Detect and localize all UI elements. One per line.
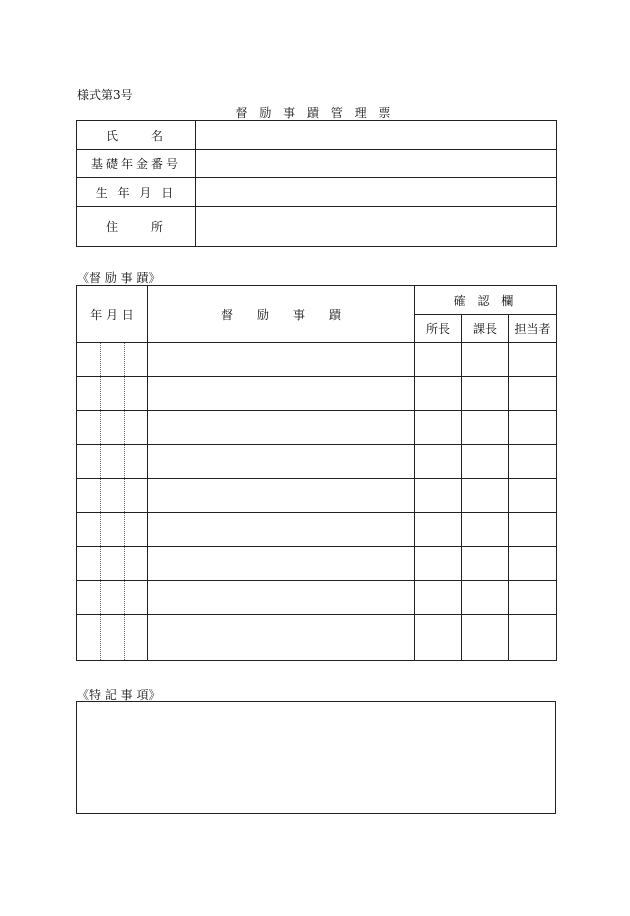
record-content-cell[interactable] <box>148 547 415 581</box>
staff-check-cell[interactable] <box>509 513 557 547</box>
date-header: 年 月 日 <box>77 286 148 343</box>
birth-date-field[interactable] <box>196 178 557 207</box>
staff-check-cell[interactable] <box>509 445 557 479</box>
personal-info-table <box>76 120 557 247</box>
record-date-cell[interactable] <box>77 547 148 581</box>
record-content-cell[interactable] <box>148 513 415 547</box>
birth-date-label: 生 年 月 日 <box>77 178 196 207</box>
record-date-cell[interactable] <box>77 479 148 513</box>
record-date-cell[interactable] <box>77 343 148 377</box>
approver-header-manager: 課長 <box>462 315 509 343</box>
record-row <box>77 411 557 445</box>
record-date-cell[interactable] <box>77 411 148 445</box>
manager-check-cell[interactable] <box>462 445 509 479</box>
approver-header-staff: 担当者 <box>509 315 557 343</box>
manager-check-cell[interactable] <box>462 411 509 445</box>
date-divider <box>124 547 125 580</box>
approver-header-director: 所長 <box>415 315 462 343</box>
date-divider <box>124 343 125 376</box>
record-row <box>77 377 557 411</box>
manager-check-cell[interactable] <box>462 377 509 411</box>
date-divider <box>124 377 125 410</box>
record-row <box>77 547 557 581</box>
staff-check-cell[interactable] <box>509 377 557 411</box>
record-row <box>77 581 557 615</box>
date-divider <box>100 411 101 444</box>
director-check-cell[interactable] <box>415 377 462 411</box>
date-divider <box>100 445 101 478</box>
record-content-cell[interactable] <box>148 445 415 479</box>
address-label: 住 所 <box>77 207 196 247</box>
record-content-cell[interactable] <box>148 479 415 513</box>
record-rows <box>77 343 557 661</box>
confirmation-header: 確 認 欄 <box>415 286 557 315</box>
staff-check-cell[interactable] <box>509 411 557 445</box>
record-row <box>77 615 557 661</box>
manager-check-cell[interactable] <box>462 615 509 661</box>
date-divider <box>100 615 101 660</box>
date-divider <box>124 479 125 512</box>
form-number: 様式第3号 <box>77 88 133 102</box>
manager-check-cell[interactable] <box>462 479 509 513</box>
record-content-cell[interactable] <box>148 581 415 615</box>
manager-check-cell[interactable] <box>462 547 509 581</box>
record-content-cell[interactable] <box>148 615 415 661</box>
staff-check-cell[interactable] <box>509 615 557 661</box>
staff-check-cell[interactable] <box>509 547 557 581</box>
staff-check-cell[interactable] <box>509 479 557 513</box>
director-check-cell[interactable] <box>415 513 462 547</box>
date-divider <box>124 615 125 660</box>
date-divider <box>124 581 125 614</box>
address-field[interactable] <box>196 207 557 247</box>
date-divider <box>100 513 101 546</box>
date-divider <box>100 377 101 410</box>
records-table <box>76 285 557 661</box>
director-check-cell[interactable] <box>415 479 462 513</box>
notes-box[interactable] <box>76 701 556 814</box>
date-divider <box>124 411 125 444</box>
manager-check-cell[interactable] <box>462 343 509 377</box>
record-content-cell[interactable] <box>148 377 415 411</box>
record-content-cell[interactable] <box>148 343 415 377</box>
date-divider <box>124 513 125 546</box>
record-row <box>77 343 557 377</box>
record-row <box>77 445 557 479</box>
content-header: 督 励 事 蹟 <box>148 286 415 343</box>
record-content-cell[interactable] <box>148 411 415 445</box>
record-date-cell[interactable] <box>77 377 148 411</box>
staff-check-cell[interactable] <box>509 343 557 377</box>
manager-check-cell[interactable] <box>462 581 509 615</box>
notes-section-label: 《特 記 事 項》 <box>77 688 161 702</box>
staff-check-cell[interactable] <box>509 581 557 615</box>
record-row <box>77 479 557 513</box>
record-date-cell[interactable] <box>77 445 148 479</box>
records-section-label: 《督 励 事 蹟》 <box>77 271 161 285</box>
director-check-cell[interactable] <box>415 343 462 377</box>
record-row <box>77 513 557 547</box>
name-field[interactable] <box>196 121 557 150</box>
date-divider <box>124 445 125 478</box>
director-check-cell[interactable] <box>415 411 462 445</box>
date-divider <box>100 479 101 512</box>
record-date-cell[interactable] <box>77 581 148 615</box>
date-divider <box>100 581 101 614</box>
form-title: 督 励 事 蹟 管 理 票 <box>235 106 395 120</box>
director-check-cell[interactable] <box>415 547 462 581</box>
director-check-cell[interactable] <box>415 445 462 479</box>
date-divider <box>100 343 101 376</box>
manager-check-cell[interactable] <box>462 513 509 547</box>
name-label: 氏 名 <box>77 121 196 150</box>
director-check-cell[interactable] <box>415 581 462 615</box>
director-check-cell[interactable] <box>415 615 462 661</box>
pension-number-field[interactable] <box>196 150 557 178</box>
record-date-cell[interactable] <box>77 513 148 547</box>
date-divider <box>100 547 101 580</box>
record-date-cell[interactable] <box>77 615 148 661</box>
pension-number-label: 基礎年金番号 <box>77 150 196 178</box>
